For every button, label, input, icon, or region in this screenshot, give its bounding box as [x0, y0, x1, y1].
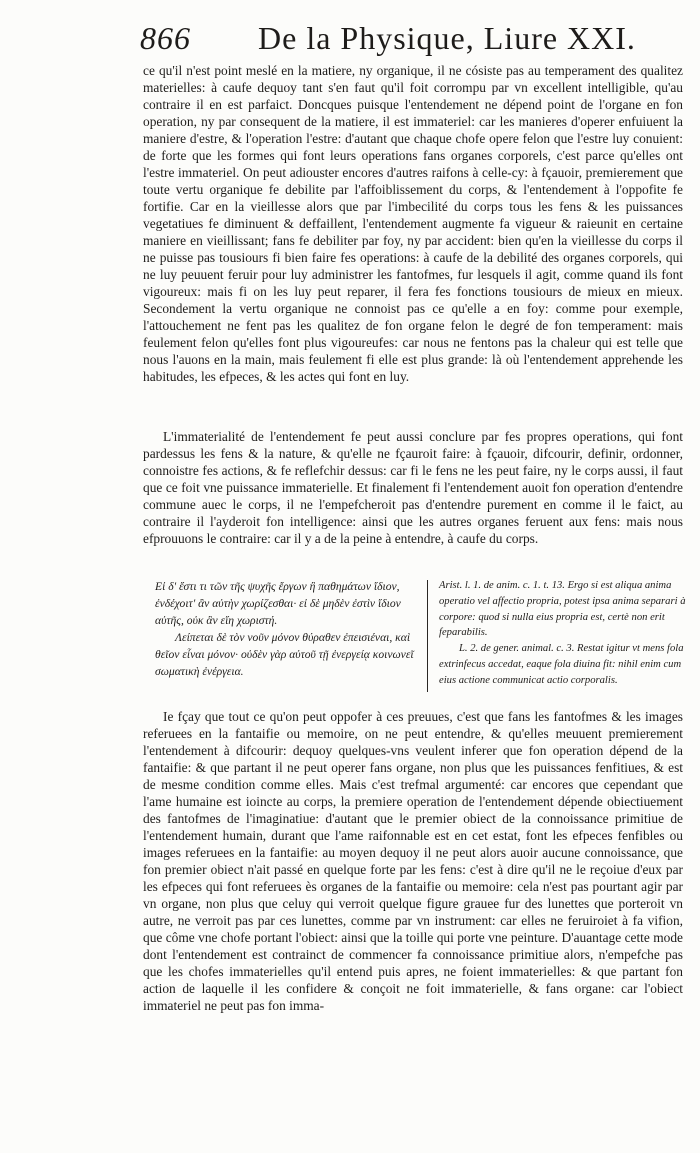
body-paragraph-1: [143, 62, 683, 385]
sidenote: Arist. l. 1. de anim. c. 1. t. 13. Ergo si est aliqua anima operatio vel affectio propria, potest ipsa anima separari à corpore: quod si nulla eius propria est, certè non erit feparabilis.: [439, 580, 686, 639]
citation-block: [143, 574, 688, 700]
page-number: 866: [140, 20, 191, 56]
paragraph-text: ce qu'il n'est point meslé en la matiere, ny organique, il ne cósiste pas au temperament des qualitez materielles: à caufe dequoy tant s'en faut qu'il foit corrompu par vn excellent intelligible, qu'au contraire il en est parfaict. Doncques puisque l'entendement ne dépend point de l'organe en fon operation, ny par consequent de la matiere, il est immateriel: car les manieres d'operer enfuiuent la maniere d'estre, & l'operation l'estre: d'autant que chaque chofe opere felon que l'estre luy conuient: de forte que les formes qui font leurs operations fans organes corporels, c'est parce qu'elles ont l'estre immateriel. On peut adiouster encores d'autres raifons à celle-cy: à fçauoir, premierement que toute vertu organique fe debilite par l'affoiblissement du corps, & l'entendement à l'oppofite fe fortifie. Car en la vieillesse alors que par l'imbecilité du corps tous les fens & les puissances vegetatiues fe diminuent & deffaillent, l'entendement augmente fa vigueur & raieunit en certaine maniere en vieillissant; fans fe debiliter par foy, ny par accident: bien qu'en la vieillesse du corps il ne puisse pas tousiours fi bien faire fes operations: à caufe de la debilité des organes corporels, qui ne luy peuuent feruir pour luy administrer les fantofmes, fur lesquels il agit, comme quand ils font vigoureux: mais fi on les luy peut reparer, il fera fes fonctions tousiours de mieux en mieux. Secondement la vertu organique ne connoist pas ce qu'elle a en foy: comme pour exemple, l'attouchement ne fent pas les qualitez de fon organe felon le degré de fon temperament: mais feulement felon qu'elles font plus vigoureufes: car nous ne fentons pas la chaleur qui est telle que nous l'auons en la main, mais feulement fi elle est plus grande: là où l'entendement apprehende les habitudes, les efpeces, & les actes qui font en luy.: [143, 63, 683, 384]
page-header: [140, 16, 660, 62]
body-paragraph-2: [143, 428, 683, 547]
column-divider: [427, 580, 428, 692]
greek-quote-line: Εἰ δ' ἔστι τι τῶν τῆς ψυχῆς ἔργων ἢ παθημάτων ἴδιον, ἐνδέχοιτ' ἂν αὐτὴν χωρίζεσθαι· εἰ δὲ μηδὲν ἐστὶν ἴδιον αὐτῆς, οὐκ ἂν εἴη χωριστή.: [155, 580, 401, 627]
paragraph-text: L'immaterialité de l'entendement fe peut aussi conclure par fes propres operations, qui font pardessus les fens & la nature, & qu'elle ne fçauroit faire: à fçauoir, difcourir, definir, ordonner, connoistre fes actions, & fe reflefchir dessus: car fi le fens ne les peut faire, ny le corps aussi, il faut que ce foit vne puissance immaterielle. Et finalement fi l'entendement auoit fon operation d'entendre commune auec le corps, il ne l'empefcheroit pas d'entendre purement en comme il le faict, au contraire il l'ayderoit fon intelligence: ainsi que les autres organes feruent aux fens: mais nous efprouuons le contraire: car il y a de la peine à entendre, à caufe du corps.: [143, 429, 683, 546]
latin-sidenotes: [439, 578, 689, 689]
greek-quote-line: Λείπεται δὲ τὸν νοῦν μόνον θύραθεν ἐπεισιέναι, καὶ θεῖον εἶναι μόνον· οὐδὲν γὰρ αὐτοῦ τῇ ἐνεργείᾳ κοινωνεῖ σωματικὴ ἐνέργεια.: [155, 631, 414, 678]
paragraph-text: Ie fçay que tout ce qu'on peut oppofer à ces preuues, c'est que fans les fantofmes & les images referuees en la fantaifie ou memoire, on ne peut entendre, & qu'elles meuuent premierement l'entendement à difcourir: dequoy quelques-vns veulent inferer que fon operation dépend de la fantaifie: & que partant il ne peut operer fans organe, non plus que les puissances fenfitiues, & est de mesme condition comme elles. Mais c'est trefmal argumenté: car encores que cependant que l'ame humaine est ioincte au corps, la premiere operation de l'entendement dépende obiectiuement des fantofmes de l'imaginatiue: d'autant que le premier obiect de la connoissance primitiue de l'entendement humain, durant que l'ame raifonnable est en cet estat, font les efpeces fenfibles ou images referuees en la fantaifie: au moyen dequoy il ne peut alors auoir aucune connoissance, que fon premier obiect n'ait passé en quelque forte par les fens: c'est à dire qu'il ne le reçoiue d'eux par les efpeces qui font referuees ès organes de la fantaifie ou memoire: cela n'est pas pourtant agir par vn organe, non plus que celuy qui verroit quelque figure grauee fur des lunettes que porteroit vn autre, ne verroit pas par ces lunettes, comme par vn instrument: car elles ne feruiroiet à fa vifion, que côme vne chofe portant l'obiect: ainsi que la toille qui porte vne peinture. D'auantage cette mode dont l'entendement est contrainct de commencer fa connoissance primitiue alors, n'empefche pas que les chofes immaterielles qu'il entend puis apres, ne foient immaterielles: & que partant fon action de laquelle il les confidere & conçoit ne foit immaterielle, & fans organe: car l'obiect immateriel ne peut pas fon imma-: [143, 709, 683, 1013]
running-head: De la Physique, Liure XXI.: [258, 20, 636, 56]
sidenote: L. 2. de gener. animal. c. 3. Restat igitur vt mens fola extrinfecus accedat, eaque fola diuina fit: nihil enim cum eius actione communicat actio corporalis.: [439, 643, 684, 686]
greek-quotation: [155, 578, 423, 680]
body-paragraph-3: [143, 708, 683, 1014]
